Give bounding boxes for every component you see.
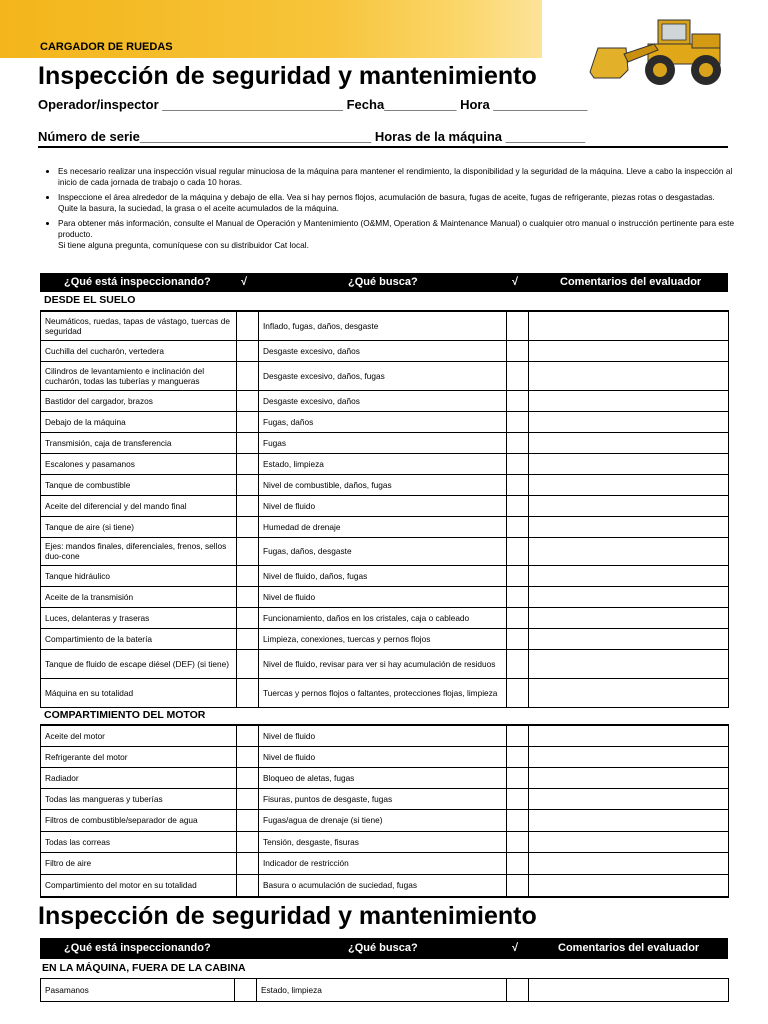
check-box[interactable] bbox=[507, 411, 529, 432]
inspection-table-ground bbox=[40, 310, 729, 708]
check-box[interactable] bbox=[507, 311, 529, 340]
check-box[interactable] bbox=[237, 361, 259, 390]
item-cell: Escalones y pasamanos bbox=[41, 453, 237, 474]
check-box[interactable] bbox=[237, 516, 259, 537]
check-box[interactable] bbox=[507, 767, 529, 788]
look-cell: Inflado, fugas, daños, desgaste bbox=[259, 311, 507, 340]
check-box[interactable] bbox=[237, 788, 259, 809]
look-cell: Bloqueo de aletas, fugas bbox=[259, 767, 507, 788]
look-cell: Nivel de fluido, revisar para ver si hay acumulación de residuos bbox=[259, 649, 507, 678]
check-box[interactable] bbox=[507, 649, 529, 678]
comments-cell[interactable] bbox=[529, 874, 729, 897]
check-box[interactable] bbox=[507, 516, 529, 537]
check-box[interactable] bbox=[507, 565, 529, 586]
item-cell: Radiador bbox=[41, 767, 237, 788]
look-cell: Indicador de restricción bbox=[259, 852, 507, 874]
check-box[interactable] bbox=[507, 746, 529, 767]
check-box[interactable] bbox=[507, 788, 529, 809]
comments-cell[interactable] bbox=[529, 516, 729, 537]
comments-cell[interactable] bbox=[529, 474, 729, 495]
comments-cell[interactable] bbox=[529, 432, 729, 453]
check-box[interactable] bbox=[237, 453, 259, 474]
check-box[interactable] bbox=[507, 628, 529, 649]
look-cell: Nivel de fluido, daños, fugas bbox=[259, 565, 507, 586]
item-cell: Neumáticos, ruedas, tapas de vástago, tuercas de seguridad bbox=[41, 311, 237, 340]
look-cell: Fugas/agua de drenaje (si tiene) bbox=[259, 809, 507, 831]
check-box[interactable] bbox=[507, 390, 529, 411]
check-box[interactable] bbox=[237, 340, 259, 361]
look-cell: Limpieza, conexiones, tuercas y pernos flojos bbox=[259, 628, 507, 649]
look-cell: Funcionamiento, daños en los cristales, caja o cableado bbox=[259, 607, 507, 628]
item-cell: Transmisión, caja de transferencia bbox=[41, 432, 237, 453]
item-cell: Debajo de la máquina bbox=[41, 411, 237, 432]
check-box[interactable] bbox=[237, 432, 259, 453]
item-cell: Ejes: mandos finales, diferenciales, frenos, sellos duo-cone bbox=[41, 537, 237, 565]
inspection-table-engine bbox=[40, 724, 729, 898]
comments-cell[interactable] bbox=[529, 565, 729, 586]
comments-cell[interactable] bbox=[529, 537, 729, 565]
check-box[interactable] bbox=[235, 979, 257, 1002]
check-box[interactable] bbox=[237, 607, 259, 628]
check-box[interactable] bbox=[507, 607, 529, 628]
item-cell: Cuchilla del cucharón, vertedera bbox=[41, 340, 237, 361]
operator-date-time-line: Operador/inspector _________________________ Fecha__________ Hora _____________ bbox=[38, 97, 588, 112]
check-box[interactable] bbox=[507, 474, 529, 495]
look-cell: Nivel de fluido bbox=[259, 725, 507, 746]
look-cell: Tensión, desgaste, fisuras bbox=[259, 831, 507, 852]
item-cell: Tanque de combustible bbox=[41, 474, 237, 495]
look-cell: Nivel de fluido bbox=[259, 495, 507, 516]
look-cell: Fugas, daños bbox=[259, 411, 507, 432]
look-cell: Nivel de combustible, daños, fugas bbox=[259, 474, 507, 495]
item-cell: Filtros de combustible/separador de agua bbox=[41, 809, 237, 831]
check-box[interactable] bbox=[237, 746, 259, 767]
check-box[interactable] bbox=[507, 586, 529, 607]
comments-cell[interactable] bbox=[529, 607, 729, 628]
header-looking-for: ¿Qué busca? bbox=[348, 942, 418, 954]
check-box[interactable] bbox=[237, 628, 259, 649]
look-cell: Nivel de fluido bbox=[259, 586, 507, 607]
check-box[interactable] bbox=[507, 852, 529, 874]
comments-cell[interactable] bbox=[529, 649, 729, 678]
comments-cell[interactable] bbox=[529, 586, 729, 607]
header-check: √ bbox=[241, 276, 248, 288]
page-title-2: Inspección de seguridad y mantenimiento bbox=[38, 902, 537, 930]
look-cell: Fugas bbox=[259, 432, 507, 453]
comments-cell[interactable] bbox=[529, 390, 729, 411]
instruction-item: • Para obtener más información, consulte el Manual de Operación y Mantenimiento (O&MM, Operation & Maintenance Manual) o cualquier otro manual o instrucción pertinente para este producto. Si tiene alguna pregunta, comuníquese con su distribuidor Cat local. bbox=[58, 218, 740, 251]
item-cell: Tanque hidráulico bbox=[41, 565, 237, 586]
item-cell: Todas las mangueras y tuberías bbox=[41, 788, 237, 809]
check-box[interactable] bbox=[237, 390, 259, 411]
header-check-2: √ bbox=[512, 276, 519, 288]
item-cell: Máquina en su totalidad bbox=[41, 678, 237, 707]
item-cell: Pasamanos bbox=[41, 979, 235, 1002]
check-box[interactable] bbox=[507, 537, 529, 565]
item-cell: Aceite de la transmisión bbox=[41, 586, 237, 607]
check-box[interactable] bbox=[507, 340, 529, 361]
comments-cell[interactable] bbox=[529, 628, 729, 649]
look-cell: Estado, limpieza bbox=[257, 979, 507, 1002]
check-box[interactable] bbox=[237, 474, 259, 495]
comments-cell[interactable] bbox=[529, 411, 729, 432]
item-cell: Compartimiento del motor en su totalidad bbox=[41, 874, 237, 897]
look-cell: Tuercas y pernos flojos o faltantes, protecciones flojas, limpieza bbox=[259, 678, 507, 707]
look-cell: Humedad de drenaje bbox=[259, 516, 507, 537]
comments-cell[interactable] bbox=[529, 852, 729, 874]
check-box[interactable] bbox=[507, 979, 529, 1002]
comments-cell[interactable] bbox=[529, 767, 729, 788]
check-box[interactable] bbox=[237, 831, 259, 852]
serial-hours-line: Número de serie________________________________ Horas de la máquina ___________ bbox=[38, 129, 586, 144]
category-label: CARGADOR DE RUEDAS bbox=[40, 41, 173, 53]
check-box[interactable] bbox=[507, 725, 529, 746]
check-box[interactable] bbox=[237, 565, 259, 586]
comments-cell[interactable] bbox=[529, 979, 729, 1002]
comments-cell[interactable] bbox=[529, 678, 729, 707]
check-box[interactable] bbox=[237, 537, 259, 565]
look-cell: Desgaste excesivo, daños bbox=[259, 390, 507, 411]
instructions-list bbox=[46, 166, 740, 255]
item-cell: Filtro de aire bbox=[41, 852, 237, 874]
header-looking-for: ¿Qué busca? bbox=[348, 276, 418, 288]
comments-cell[interactable] bbox=[529, 311, 729, 340]
check-box[interactable] bbox=[237, 311, 259, 340]
item-cell: Luces, delanteras y traseras bbox=[41, 607, 237, 628]
instruction-item: • Inspeccione el área alrededor de la máquina y debajo de ella. Vea si hay pernos flojos, acumulación de basura, fugas de aceite, fugas de refrigerante, piezas rotas o desgastadas. Quite la basura, la suciedad, la grasa o el aceite acumulados de la máquina. bbox=[58, 192, 740, 214]
check-box[interactable] bbox=[507, 453, 529, 474]
check-box[interactable] bbox=[237, 725, 259, 746]
item-cell: Aceite del motor bbox=[41, 725, 237, 746]
item-cell: Cilindros de levantamiento e inclinación del cucharón, todas las tuberías y mangueras bbox=[41, 361, 237, 390]
comments-cell[interactable] bbox=[529, 361, 729, 390]
check-box[interactable] bbox=[507, 678, 529, 707]
check-box[interactable] bbox=[237, 586, 259, 607]
look-cell: Fisuras, puntos de desgaste, fugas bbox=[259, 788, 507, 809]
comments-cell[interactable] bbox=[529, 831, 729, 852]
header-comments: Comentarios del evaluador bbox=[560, 276, 702, 288]
section-title: EN LA MÁQUINA, FUERA DE LA CABINA bbox=[42, 962, 246, 974]
check-box[interactable] bbox=[507, 874, 529, 897]
item-cell: Todas las correas bbox=[41, 831, 237, 852]
header-inspecting: ¿Qué está inspeccionando? bbox=[64, 942, 211, 954]
look-cell: Basura o acumulación de suciedad, fugas bbox=[259, 874, 507, 897]
table-header bbox=[40, 273, 728, 292]
wheel-loader-image bbox=[588, 14, 728, 88]
check-box[interactable] bbox=[237, 874, 259, 897]
page-title: Inspección de seguridad y mantenimiento bbox=[38, 62, 537, 90]
comments-cell[interactable] bbox=[529, 788, 729, 809]
check-box[interactable] bbox=[507, 495, 529, 516]
check-box[interactable] bbox=[237, 767, 259, 788]
section-title: COMPARTIMIENTO DEL MOTOR bbox=[44, 709, 206, 721]
item-cell: Tanque de fluido de escape diésel (DEF) (si tiene) bbox=[41, 649, 237, 678]
check-box[interactable] bbox=[237, 678, 259, 707]
header-inspecting: ¿Qué está inspeccionando? bbox=[64, 276, 211, 288]
check-box[interactable] bbox=[507, 432, 529, 453]
look-cell: Estado, limpieza bbox=[259, 453, 507, 474]
look-cell: Desgaste excesivo, daños bbox=[259, 340, 507, 361]
item-cell: Compartimiento de la batería bbox=[41, 628, 237, 649]
comments-cell[interactable] bbox=[529, 725, 729, 746]
check-box[interactable] bbox=[237, 809, 259, 831]
comments-cell[interactable] bbox=[529, 495, 729, 516]
section-title: DESDE EL SUELO bbox=[44, 294, 136, 306]
comments-cell[interactable] bbox=[529, 340, 729, 361]
comments-cell[interactable] bbox=[529, 453, 729, 474]
comments-cell[interactable] bbox=[529, 809, 729, 831]
check-box[interactable] bbox=[507, 831, 529, 852]
header-divider bbox=[38, 146, 728, 148]
check-box[interactable] bbox=[507, 361, 529, 390]
item-cell: Tanque de aire (si tiene) bbox=[41, 516, 237, 537]
inspection-table-machine bbox=[40, 978, 729, 1002]
check-box[interactable] bbox=[237, 411, 259, 432]
look-cell: Fugas, daños, desgaste bbox=[259, 537, 507, 565]
check-box[interactable] bbox=[237, 495, 259, 516]
comments-cell[interactable] bbox=[529, 746, 729, 767]
item-cell: Aceite del diferencial y del mando final bbox=[41, 495, 237, 516]
look-cell: Desgaste excesivo, daños, fugas bbox=[259, 361, 507, 390]
table-header-2 bbox=[40, 938, 728, 959]
item-cell: Bastidor del cargador, brazos bbox=[41, 390, 237, 411]
instruction-item: • Es necesario realizar una inspección visual regular minuciosa de la máquina para mantener el rendimiento, la disponibilidad y la seguridad de la máquina. Lleve a cabo la inspección al inicio de cada jornada de trabajo o cada 10 horas. bbox=[58, 166, 740, 188]
check-box[interactable] bbox=[237, 649, 259, 678]
header-comments: Comentarios del evaluador bbox=[558, 942, 700, 954]
item-cell: Refrigerante del motor bbox=[41, 746, 237, 767]
header-check-2: √ bbox=[512, 942, 519, 954]
check-box[interactable] bbox=[237, 852, 259, 874]
look-cell: Nivel de fluido bbox=[259, 746, 507, 767]
check-box[interactable] bbox=[507, 809, 529, 831]
